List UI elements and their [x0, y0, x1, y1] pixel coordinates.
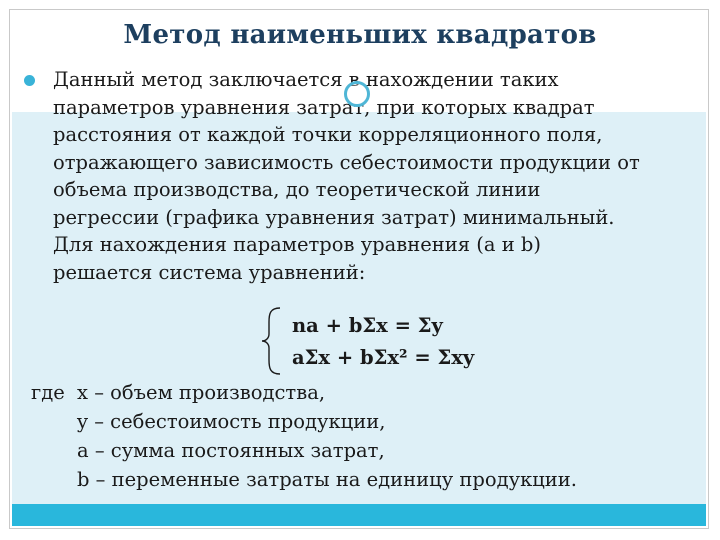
legend-row: [31, 407, 577, 436]
paragraph-line: параметров уравнения затрат, при которых квадрат: [53, 95, 595, 119]
paragraph-line: решается система уравнений:: [53, 260, 366, 284]
decorative-ring-icon: [344, 81, 370, 107]
legend-item: b – переменные затраты на единицу продукции.: [77, 468, 578, 491]
slide-title: Метод наименьших квадратов: [123, 20, 597, 50]
bottom-accent-bar: [12, 504, 706, 526]
body-paragraph: [53, 66, 703, 286]
legend-row: [31, 436, 577, 465]
paragraph-line: Для нахождения параметров уравнения (a и b): [53, 233, 542, 256]
equation-1: na + bΣx = Σy: [292, 314, 443, 337]
paragraph-line: объема производства, до теоретической линии: [53, 178, 541, 201]
variable-legend: [31, 378, 577, 494]
legend-item: a – сумма постоянных затрат,: [77, 439, 385, 462]
equation-2: aΣx + bΣx² = Σxy: [292, 346, 475, 369]
bullet-icon: [24, 75, 35, 86]
legend-item: x – объем производства,: [77, 381, 326, 404]
legend-item: y – себестоимость продукции,: [77, 410, 386, 433]
left-brace-icon: [260, 306, 282, 376]
legend-lead: где: [31, 381, 65, 404]
paragraph-line: отражающего зависимость себестоимости продукции от: [53, 150, 640, 174]
legend-row: [31, 378, 577, 407]
paragraph-line: расстояния от каждой точки корреляционного поля,: [53, 123, 603, 146]
paragraph-line: Данный метод заключается в нахождении таких: [53, 68, 559, 91]
paragraph-line: регрессии (графика уравнения затрат) минимальный.: [53, 205, 615, 229]
legend-row: [31, 465, 577, 494]
